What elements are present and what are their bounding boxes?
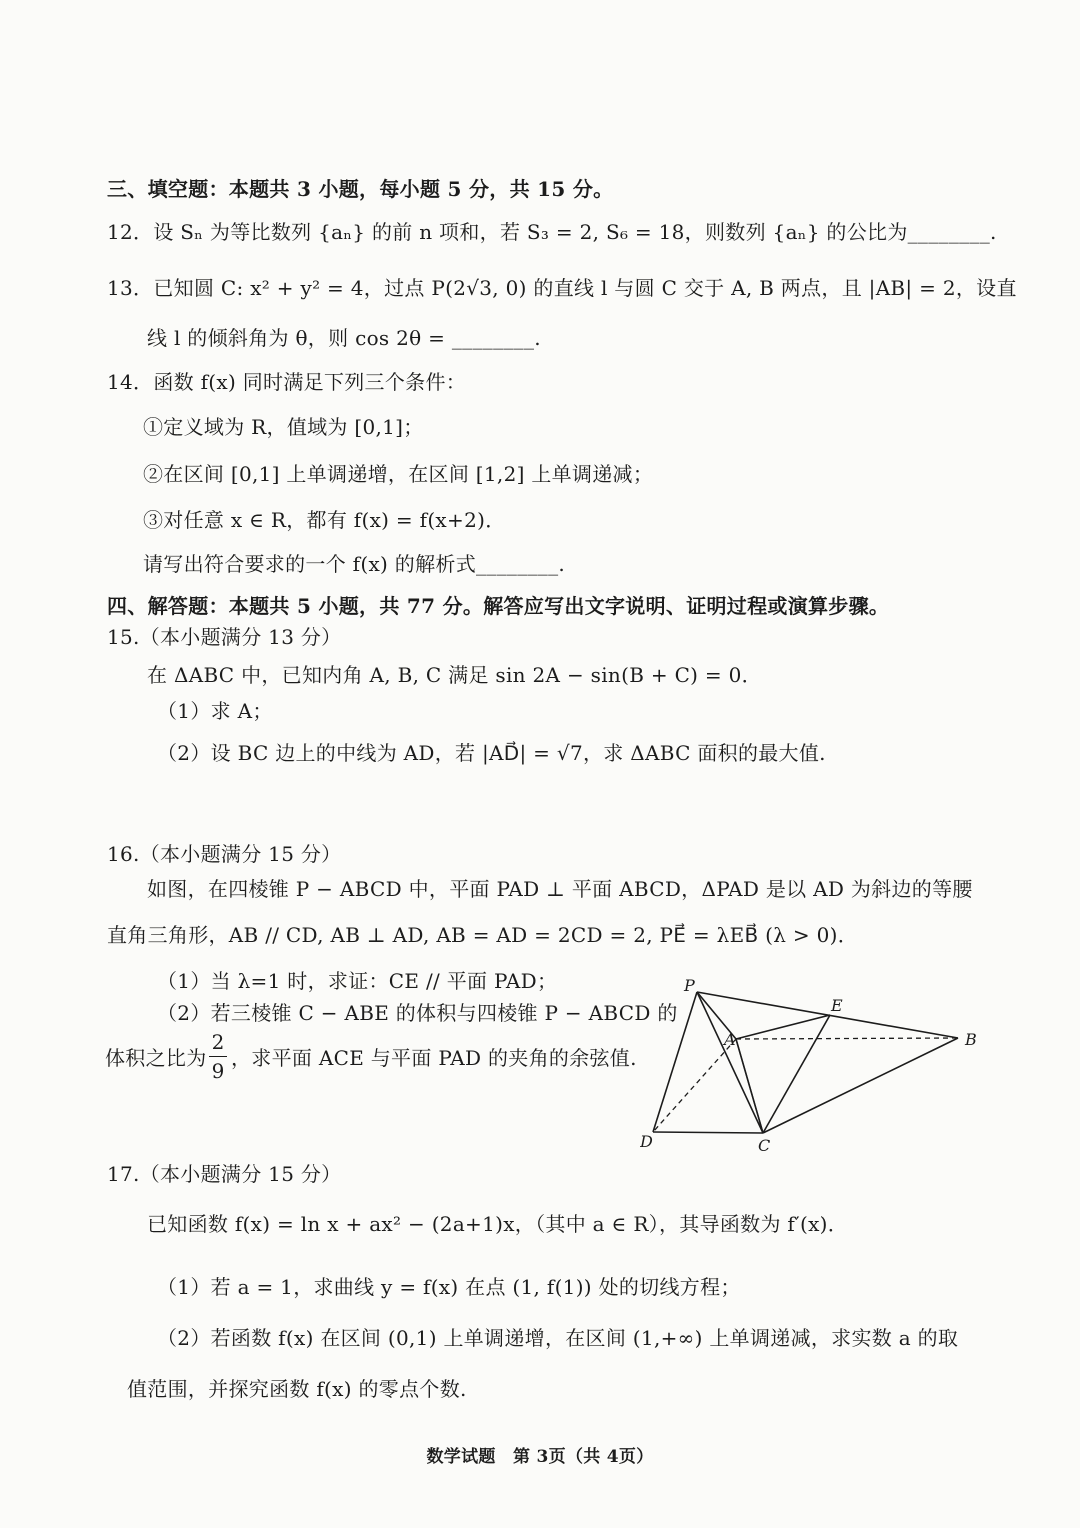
question-14-condition-1: ①定义域为 R，值域为 [0,1]； — [143, 415, 424, 439]
question-15-part1: （1）求 A； — [157, 699, 273, 723]
question-13-line2: 线 l 的倾斜角为 θ，则 cos 2θ = ________. — [147, 326, 541, 350]
question-13-line1: 13．已知圆 C: x² + y² = 4，过点 P(2√3, 0) 的直线 l 与圆 C 交于 A, B 两点，且 |AB| = 2，设直 — [107, 276, 1017, 300]
fraction-numerator: 2 — [211, 1030, 225, 1054]
question-16-line2: 直角三角形，AB // CD, AB ⊥ AD, AB = AD = 2CD = 2, PE⃗ = λEB⃗ (λ > 0)． — [107, 923, 859, 947]
question-15-part2: （2）设 BC 边上的中线为 AD，若 |AD⃗| = √7，求 ΔABC 面积的最大值. — [157, 741, 826, 765]
edge-CB — [763, 1038, 958, 1133]
pyramid-figure — [640, 975, 980, 1155]
section3-heading: 三、填空题：本题共 3 小题，每小题 5 分，共 15 分。 — [107, 177, 614, 201]
edge-AB-hidden — [736, 1038, 958, 1039]
section4-heading: 四、解答题：本题共 5 小题，共 77 分。解答应写出文字说明、证明过程或演算步骤。 — [107, 594, 890, 618]
label-E: E — [831, 996, 843, 1015]
question-14-condition-2: ②在区间 [0,1] 上单调递增，在区间 [1,2] 上单调递减； — [143, 462, 654, 486]
volume-ratio-fraction — [209, 1030, 227, 1083]
question-17-stem: 已知函数 f(x) = ln x + ax² − (2a+1)x，（其中 a ∈ R），其导函数为 f′(x)． — [147, 1212, 849, 1236]
label-A: A — [724, 1030, 736, 1049]
label-P: P — [684, 976, 695, 995]
question-14-ask: 请写出符合要求的一个 f(x) 的解析式________. — [143, 552, 566, 576]
edge-CE — [763, 1015, 830, 1133]
question-16-part2-suffix: ，求平面 ACE 与平面 PAD 的夹角的余弦值. — [231, 1046, 637, 1070]
fraction-denominator: 9 — [211, 1059, 225, 1083]
question-16-part1: （1）当 λ=1 时，求证：CE // 平面 PAD； — [157, 969, 558, 993]
question-15-stem: 在 ΔABC 中，已知内角 A, B, C 满足 sin 2A − sin(B + C) = 0． — [147, 663, 762, 687]
question-14-condition-3: ③对任意 x ∈ R，都有 f(x) = f(x+2)． — [143, 508, 506, 532]
edge-DC — [653, 1132, 763, 1133]
label-B: B — [965, 1030, 977, 1049]
question-16-part2: （2）若三棱锥 C − ABE 的体积与四棱锥 P − ABCD 的 — [157, 1001, 678, 1025]
question-17-part2-line1: （2）若函数 f(x) 在区间 (0,1) 上单调递增，在区间 (1,+∞) 上单调递减，求实数 a 的取 — [157, 1326, 959, 1350]
edge-AD-hidden — [653, 1039, 736, 1132]
label-D: D — [640, 1132, 653, 1151]
question-17-title: 17.（本小题满分 15 分） — [107, 1162, 342, 1186]
edge-AE — [736, 1015, 830, 1039]
question-14-stem: 14．函数 f(x) 同时满足下列三个条件： — [107, 370, 467, 394]
question-17-part2-line2: 值范围，并探究函数 f(x) 的零点个数. — [127, 1377, 467, 1401]
question-17-part1: （1）若 a = 1，求曲线 y = f(x) 在点 (1, f(1)) 处的切线方程； — [157, 1275, 741, 1299]
edge-EC-hidden — [736, 1039, 763, 1133]
edge-PC — [697, 992, 763, 1133]
question-16-line1: 如图，在四棱锥 P − ABCD 中，平面 PAD ⊥ 平面 ABCD，ΔPAD 是以 AD 为斜边的等腰 — [147, 877, 973, 901]
label-C: C — [758, 1136, 771, 1155]
question-12: 12．设 Sₙ 为等比数列 {aₙ} 的前 n 项和，若 S₃ = 2, S₆ = 18，则数列 {aₙ} 的公比为________. — [107, 220, 997, 244]
question-16-title: 16.（本小题满分 15 分） — [107, 842, 342, 866]
edge-PD — [653, 992, 697, 1132]
page-footer: 数学试题 第 3页（共 4页） — [426, 1447, 654, 1467]
question-15-title: 15.（本小题满分 13 分） — [107, 625, 342, 649]
question-16-part2-prefix: 体积之比为 — [105, 1046, 207, 1070]
